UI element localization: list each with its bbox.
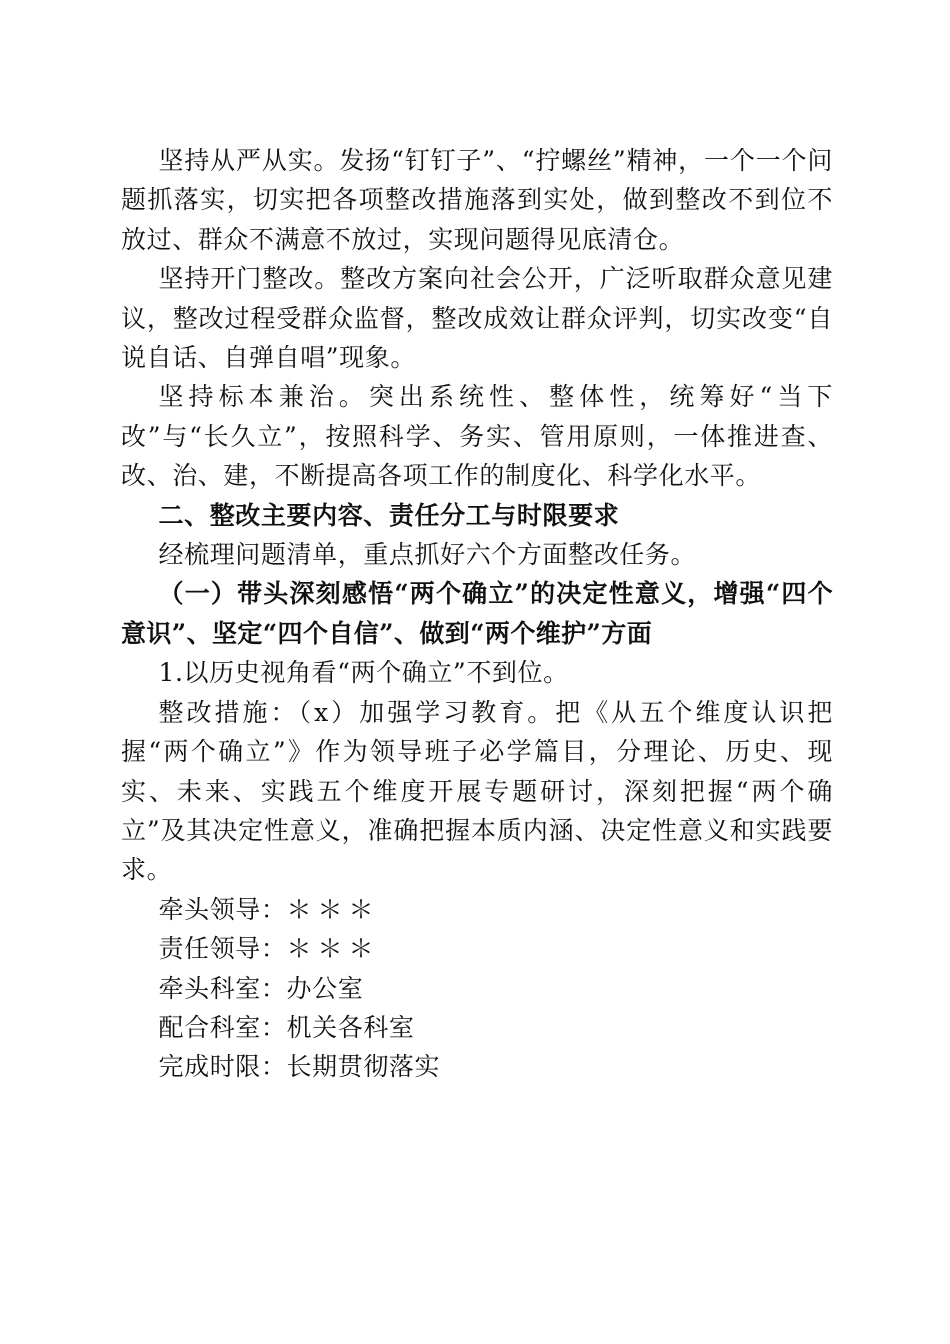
responsible-leader-label: 责任领导： [158,934,287,964]
cooperating-department-line [121,1008,833,1047]
section-heading: 二、整改主要内容、责任分工与时限要求 [158,500,620,530]
section-intro: 经梳理问题清单，重点抓好六个方面整改任务。 [158,540,697,570]
lead-leader-label: 牵头领导： [158,894,287,924]
rectification-measures: 整改措施：（x）加强学习教育。把《从五个维度认识把握“两个确立”》作为领导班子必学篇目，分理论、历史、现实、未来、实践五个维度开展专题研讨，深刻把握“两个确立”及其决定性意义，准确把握本质内涵、决定性意义和实践要求。 [121,697,833,885]
deadline-label: 完成时限： [158,1052,287,1082]
paragraph-strict: 坚持从严从实。发扬“钉钉子”、“拧螺丝”精神，一个一个问题抓落实，切实把各项整改措施落到实处，做到整改不到位不放过、群众不满意不放过，实现问题得见底清仓。 [121,146,833,254]
paragraph-open-rectification: 坚持开门整改。整改方案向社会公开，广泛听取群众意见建议，整改过程受群众监督，整改成效让群众评判，切实改变“自说自话、自弹自唱”现象。 [121,264,833,373]
paragraph-root-and-branch: 坚持标本兼治。突出系统性、整体性，统筹好“当下改”与“长久立”，按照科学、务实、管用原则，一体推进查、改、治、建，不断提高各项工作的制度化、科学化水平。 [121,382,833,491]
cooperating-department-value: 机关各科室 [286,1012,415,1042]
lead-department-value: 办公室 [286,973,364,1003]
lead-department-label: 牵头科室： [158,973,287,1003]
subsection-heading: （一）带头深刻感悟“两个确立”的决定性意义，增强“四个意识”、坚定“四个自信”、做到“两个维护”方面 [121,579,833,648]
deadline-value: 长期贯彻落实 [286,1052,441,1082]
cooperating-department-label: 配合科室： [158,1012,287,1042]
responsible-leader-line [121,929,833,968]
deadline-line [121,1047,833,1086]
lead-leader-line [121,890,833,929]
problem-item: 1.以历史视角看“两个确立”不到位。 [158,658,569,688]
lead-department-line [121,969,833,1008]
document-page [121,141,833,1087]
responsible-leader-value: ＊＊＊ [286,934,380,964]
lead-leader-value: ＊＊＊ [286,894,380,924]
